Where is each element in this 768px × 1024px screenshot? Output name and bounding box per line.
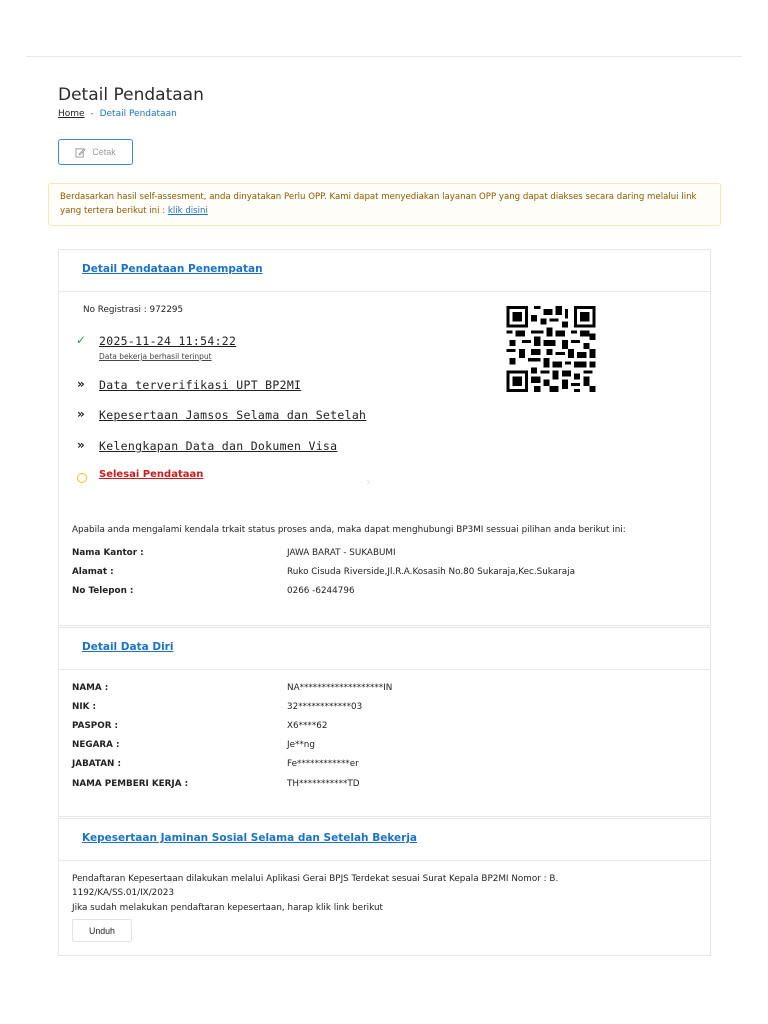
breadcrumb-home[interactable]: Home [58,109,85,119]
download-button[interactable]: Unduh [72,919,132,942]
print-button[interactable] [58,139,133,165]
print-button-label: Cetak [92,147,116,157]
breadcrumb [58,109,177,119]
double-chevron-icon: » [77,377,85,391]
jamsos-text-line: Pendaftaran Kepesertaan dilakukan melalui Aplikasi Gerai BPJS Terdekat sesuai Surat Kepala BP2MI Nomor : B. [72,874,559,884]
top-divider [26,56,742,57]
contact-value: JAWA BARAT - SUKABUMI [287,548,396,558]
breadcrumb-separator: - [90,109,94,119]
page-title: Detail Pendataan [58,85,204,105]
contact-label: Alamat : [72,567,114,577]
contact-value: Ruko Cisuda Riverside,Jl.R.A.Kosasih No.80 Sukaraja,Kec.Sukaraja [287,567,575,577]
field-label: NAMA : [72,683,109,693]
field-value: Fe************er [287,759,359,769]
circle-icon [77,473,87,483]
double-chevron-icon: » [77,407,85,421]
registration-number: No Registrasi : 972295 [83,305,184,315]
field-label: NAMA PEMBERI KERJA : [72,779,189,789]
step-visa[interactable]: Kelengkapan Data dan Dokumen Visa [99,439,338,453]
step-jamsos[interactable]: Kepesertaan Jamsos Selama dan Setelah [99,408,367,422]
field-label: NIK : [72,702,97,712]
step-timestamp-sub: Data bekerja berhasil terinput [99,352,212,361]
field-label: PASPOR : [72,721,119,731]
contact-note: Apabila anda mengalami kendala trkait status proses anda, maka dapat menghubungi BP3MI sessuai pilihan anda berikut ini: [72,525,626,535]
card-divider [59,860,710,861]
card-divider [59,669,710,670]
qr-code [506,306,596,392]
field-label: NEGARA : [72,740,120,750]
field-label: JABATAN : [72,759,121,769]
field-value: Je**ng [287,740,315,750]
card-divider [59,291,710,292]
edit-icon [75,147,86,158]
personal-card-title[interactable]: Detail Data Diri [82,641,174,653]
contact-label: No Telepon : [72,586,134,596]
field-value: X6****62 [287,721,328,731]
breadcrumb-current: Detail Pendataan [99,109,177,119]
field-value: 32************03 [287,702,363,712]
jamsos-card [58,818,711,956]
alert-link[interactable]: klik disini [167,206,208,216]
placement-card [58,249,711,626]
field-value: NA*******************IN [287,683,393,693]
step-finish[interactable]: Selesai Pendataan [99,469,204,480]
personal-card [58,627,711,817]
opp-alert [48,183,721,226]
contact-label: Nama Kantor : [72,548,144,558]
chevron-right-icon: › [366,475,371,489]
step-verification[interactable]: Data terverifikasi UPT BP2MI [99,378,302,392]
double-chevron-icon: » [77,438,85,452]
contact-value: 0266 -6244796 [287,586,355,596]
check-icon: ✓ [76,333,87,347]
field-value: TH***********TD [287,779,360,789]
jamsos-text-line: 1192/KA/SS.01/IX/2023 [72,888,175,898]
placement-card-title[interactable]: Detail Pendataan Penempatan [82,263,263,275]
alert-text: Berdasarkan hasil self-assesment, anda dinyatakan Perlu OPP. Kami dapat menyediakan layanan OPP yang dapat diakses secara daring melalui link yang tertera berikut ini : [60,192,697,216]
jamsos-text-line: Jika sudah melakukan pendaftaran kepesertaan, harap klik link berikut [72,903,383,913]
jamsos-card-title[interactable]: Kepesertaan Jaminan Sosial Selama dan Setelah Bekerja [82,832,418,844]
step-timestamp[interactable]: 2025-11-24 11:54:22 [99,334,237,348]
